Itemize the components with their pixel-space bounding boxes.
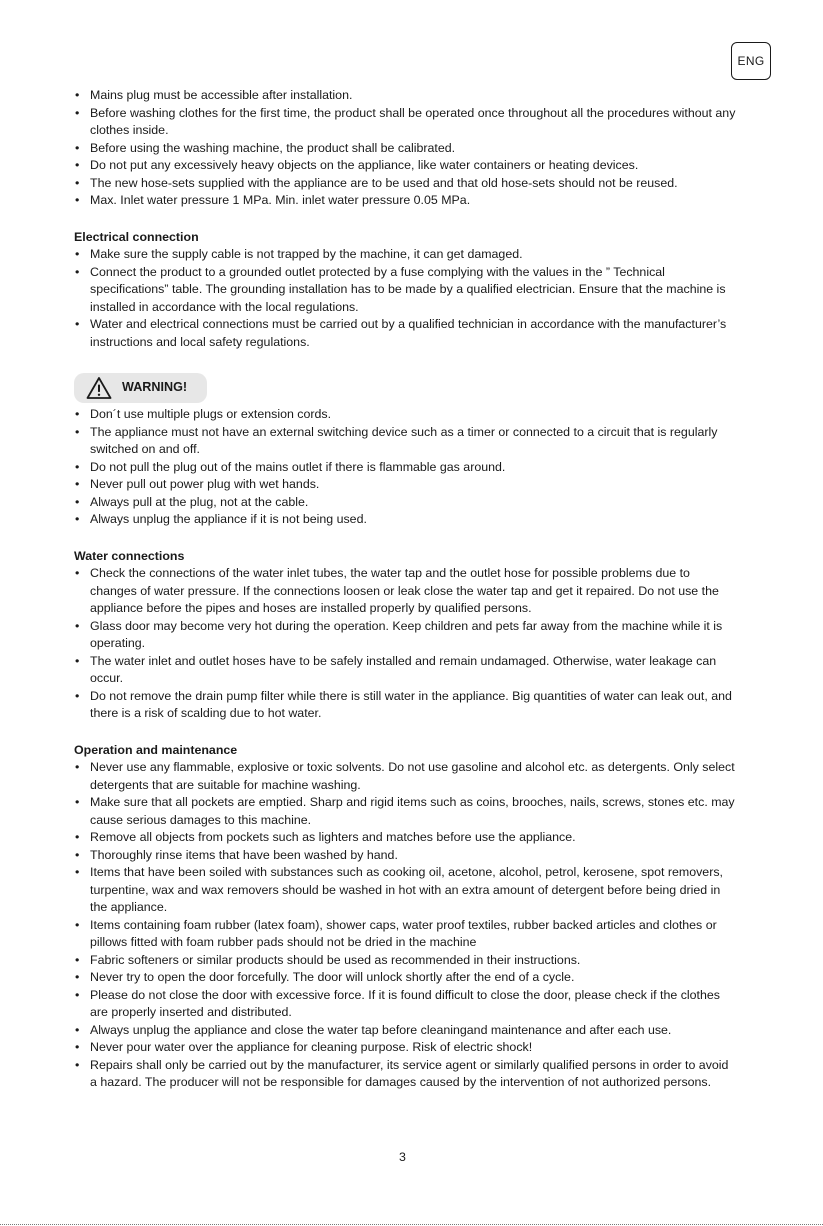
warning-triangle-icon — [86, 376, 112, 400]
list-item: • Check the connections of the water inlet tubes, the water tap and the outlet hose for possible problems due to changes of water pressure. If the connections loosen or leak close the water tap and get it repaired. Do not use the appliance before the pipes and hoses are installed properly by qualified persons. — [74, 565, 738, 618]
section-title-electrical: Electrical connection — [74, 229, 199, 244]
list-item: • Thoroughly rinse items that have been washed by hand. — [74, 847, 738, 865]
list-item: • Before using the washing machine, the product shall be calibrated. — [74, 140, 738, 158]
list-item: • Always unplug the appliance if it is not being used. — [74, 511, 738, 529]
section-title-operation: Operation and maintenance — [74, 742, 238, 757]
intro-list — [74, 87, 738, 210]
list-item: • Water and electrical connections must be carried out by a qualified technician in accordance with the manufacturer’s instructions and local safety regulations. — [74, 316, 738, 351]
list-item: • Make sure that all pockets are emptied. Sharp and rigid items such as coins, brooches, nails, screws, stones etc. may cause serious damages to this machine. — [74, 794, 738, 829]
list-item: • The appliance must not have an external switching device such as a timer or connected to a circuit that is regularly switched on and off. — [74, 424, 738, 459]
page-number: 3 — [399, 1150, 406, 1164]
list-item: • Fabric softeners or similar products should be used as recommended in their instructions. — [74, 952, 738, 970]
list-item: • Connect the product to a grounded outlet protected by a fuse complying with the values in the ” Technical specifications” table. The grounding installation has to be made by a qualified electrician. Ensure that the machine is installed in accordance with the local regulations. — [74, 264, 738, 317]
list-item: • The new hose-sets supplied with the appliance are to be used and that old hose-sets should not be reused. — [74, 175, 738, 193]
list-item: • Items that have been soiled with substances such as cooking oil, acetone, alcohol, petrol, kerosene, spot removers, turpentine, wax and wax removers should be washed in hot with an extra amount of detergent before being dried in the appliance. — [74, 864, 738, 917]
operation-list — [74, 759, 738, 1092]
list-item: • Do not put any excessively heavy objects on the appliance, like water containers or heating devices. — [74, 157, 738, 175]
list-item: • Never pull out power plug with wet hands. — [74, 476, 738, 494]
list-item: • The water inlet and outlet hoses have to be safely installed and remain undamaged. Otherwise, water leakage can occur. — [74, 653, 738, 688]
list-item: • Never pour water over the appliance for cleaning purpose. Risk of electric shock! — [74, 1039, 738, 1057]
bottom-divider — [0, 1224, 823, 1225]
list-item: • Glass door may become very hot during the operation. Keep children and pets far away from the machine while it is operating. — [74, 618, 738, 653]
list-item: • Max. Inlet water pressure 1 MPa. Min. inlet water pressure 0.05 MPa. — [74, 192, 738, 210]
warning-label: WARNING! — [122, 380, 188, 395]
list-item: • Do not pull the plug out of the mains outlet if there is flammable gas around. — [74, 459, 738, 477]
list-item: • Remove all objects from pockets such as lighters and matches before use the appliance. — [74, 829, 738, 847]
list-item: • Items containing foam rubber (latex foam), shower caps, water proof textiles, rubber backed articles and clothes or pillows fitted with foam rubber pads should not be dried in the machine — [74, 917, 738, 952]
list-item: • Repairs shall only be carried out by the manufacturer, its service agent or similarly qualified persons in order to avoid a hazard. The producer will not be responsible for damages caused by the intervention of not authorized persons. — [74, 1057, 738, 1092]
list-item: • Make sure the supply cable is not trapped by the machine, it can get damaged. — [74, 246, 738, 264]
section-title-water: Water connections — [74, 548, 185, 563]
list-item: • Never try to open the door forcefully. The door will unlock shortly after the end of a cycle. — [74, 969, 738, 987]
list-item: • Never use any flammable, explosive or toxic solvents. Do not use gasoline and alcohol etc. as detergents. Only select detergents that are suitable for machine washing. — [74, 759, 738, 794]
list-item: • Always unplug the appliance and close the water tap before cleaningand maintenance and after each use. — [74, 1022, 738, 1040]
list-item: • Before washing clothes for the first time, the product shall be operated once throughout all the procedures without any clothes inside. — [74, 105, 738, 140]
list-item: • Always pull at the plug, not at the cable. — [74, 494, 738, 512]
water-list — [74, 565, 738, 723]
document-body — [74, 87, 738, 1092]
list-item: • Mains plug must be accessible after installation. — [74, 87, 738, 105]
list-item: • Please do not close the door with excessive force. If it is found difficult to close the door, please check if the clothes are properly inserted and distributed. — [74, 987, 738, 1022]
electrical-list — [74, 246, 738, 351]
warning-list — [74, 406, 738, 529]
list-item: • Don´t use multiple plugs or extension cords. — [74, 406, 738, 424]
language-badge: ENG — [731, 42, 771, 80]
list-item: • Do not remove the drain pump filter while there is still water in the appliance. Big quantities of water can leak out, and there is a risk of scalding due to hot water. — [74, 688, 738, 723]
warning-banner — [74, 373, 207, 403]
